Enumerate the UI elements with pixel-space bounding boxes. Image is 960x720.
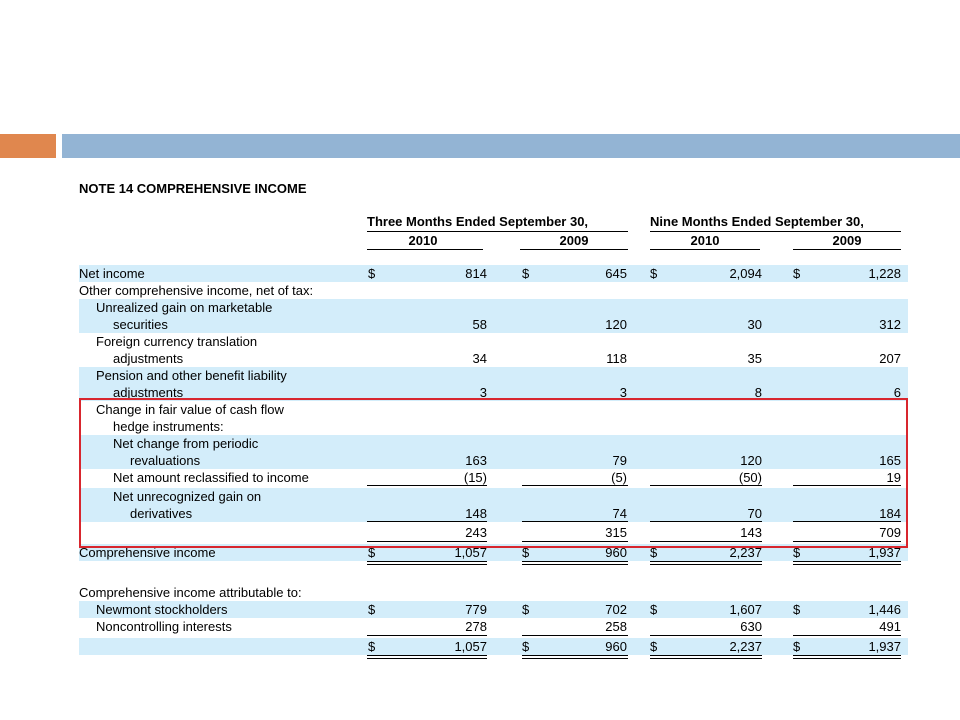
cell-value: 814 bbox=[465, 266, 487, 281]
year-rule bbox=[793, 249, 901, 250]
cell-value: 118 bbox=[606, 351, 627, 366]
cell-value: (50) bbox=[738, 470, 762, 485]
cell-value: 779 bbox=[465, 602, 487, 617]
row-label-continued: hedge instruments: bbox=[113, 419, 224, 434]
year-rule bbox=[650, 249, 760, 250]
header-rule-nine bbox=[650, 231, 901, 232]
total-double-rule bbox=[650, 561, 762, 565]
cell-value: 207 bbox=[879, 351, 901, 366]
cell-value: 2,237 bbox=[729, 639, 762, 654]
year-header-2010-q: 2010 bbox=[408, 233, 438, 248]
cell-value: 1,937 bbox=[868, 639, 901, 654]
header-bar bbox=[62, 134, 960, 158]
cell-value: 3 bbox=[619, 385, 627, 400]
cell-value: 258 bbox=[605, 619, 627, 634]
total-double-rule bbox=[793, 655, 901, 659]
cell-value: 70 bbox=[747, 506, 762, 521]
cell-value: 143 bbox=[740, 525, 762, 540]
cell-value: 1,446 bbox=[868, 602, 901, 617]
header-rule-three bbox=[367, 231, 628, 232]
table-row-net-income bbox=[79, 265, 908, 282]
row-label-continued: derivatives bbox=[130, 506, 193, 521]
table-row-attributable-header bbox=[79, 584, 908, 601]
header-three-months: Three Months Ended September 30, bbox=[367, 214, 589, 229]
dollar-sign: $ bbox=[650, 266, 658, 281]
subtotal-rule bbox=[522, 485, 628, 486]
total-double-rule bbox=[793, 561, 901, 565]
cell-value: (15) bbox=[463, 470, 487, 485]
subtotal-rule bbox=[522, 521, 628, 522]
cell-value: 163 bbox=[465, 453, 487, 468]
cell-value: 315 bbox=[605, 525, 627, 540]
row-label: Change in fair value of cash flow bbox=[96, 402, 284, 417]
table-row-unrealized-gain bbox=[79, 299, 908, 333]
dollar-sign: $ bbox=[650, 639, 658, 654]
subtotal-rule bbox=[793, 521, 901, 522]
subtotal-rule bbox=[793, 635, 901, 636]
subtotal-rule bbox=[650, 521, 762, 522]
row-label-continued: adjustments bbox=[113, 351, 184, 366]
cell-value: 1,607 bbox=[729, 602, 762, 617]
cell-value: (5) bbox=[611, 470, 627, 485]
dollar-sign: $ bbox=[522, 266, 530, 281]
cell-value: 2,094 bbox=[729, 266, 762, 281]
cell-value: 960 bbox=[605, 545, 627, 560]
dollar-sign: $ bbox=[650, 602, 658, 617]
dollar-sign: $ bbox=[793, 639, 801, 654]
subtotal-rule bbox=[650, 541, 762, 542]
table-row-comprehensive-income bbox=[79, 544, 908, 561]
cell-value: 6 bbox=[893, 385, 901, 400]
cell-value: 1,057 bbox=[454, 639, 487, 654]
subtotal-rule bbox=[650, 485, 762, 486]
row-label-continued: securities bbox=[113, 317, 168, 332]
cell-value: 645 bbox=[605, 266, 627, 281]
table-row-foreign-currency bbox=[79, 333, 908, 367]
cell-value: 278 bbox=[465, 619, 487, 634]
total-double-rule bbox=[367, 561, 487, 565]
subtotal-rule bbox=[793, 541, 901, 542]
cell-value: 34 bbox=[472, 351, 487, 366]
dollar-sign: $ bbox=[522, 545, 530, 560]
cell-value: 630 bbox=[740, 619, 762, 634]
subtotal-rule bbox=[522, 541, 628, 542]
dollar-sign: $ bbox=[368, 266, 376, 281]
dollar-sign: $ bbox=[522, 602, 530, 617]
dollar-sign: $ bbox=[793, 545, 801, 560]
table-row-pension bbox=[79, 367, 908, 401]
row-label: Other comprehensive income, net of tax: bbox=[79, 283, 314, 298]
cell-value: 702 bbox=[605, 602, 627, 617]
total-double-rule bbox=[367, 655, 487, 659]
year-header-2009-n: 2009 bbox=[832, 233, 862, 248]
cell-value: 491 bbox=[879, 619, 901, 634]
row-label: Pension and other benefit liability bbox=[96, 368, 287, 383]
year-rule bbox=[520, 249, 628, 250]
cell-value: 165 bbox=[879, 453, 901, 468]
year-header-2010-n: 2010 bbox=[690, 233, 720, 248]
dollar-sign: $ bbox=[368, 602, 376, 617]
cell-value: 312 bbox=[879, 317, 901, 332]
subtotal-rule bbox=[367, 635, 487, 636]
cell-value: 79 bbox=[612, 453, 627, 468]
table-row-hedge-header bbox=[79, 401, 908, 435]
total-double-rule bbox=[522, 655, 628, 659]
cell-value: 1,228 bbox=[868, 266, 901, 281]
year-header-2009-q: 2009 bbox=[559, 233, 589, 248]
total-double-rule bbox=[522, 561, 628, 565]
row-label: Comprehensive income bbox=[79, 545, 216, 560]
cell-value: 3 bbox=[479, 385, 487, 400]
dollar-sign: $ bbox=[522, 639, 530, 654]
table-row-newmont-stockholders bbox=[79, 601, 908, 618]
table-row-revaluations bbox=[79, 435, 908, 469]
dollar-sign: $ bbox=[650, 545, 658, 560]
row-label: Net amount reclassified to income bbox=[113, 470, 309, 485]
cell-value: 19 bbox=[886, 470, 901, 485]
cell-value: 1,057 bbox=[454, 545, 487, 560]
table-row-attributable-total bbox=[79, 638, 908, 655]
subtotal-rule bbox=[367, 485, 487, 486]
year-rule bbox=[367, 249, 483, 250]
cell-value: 243 bbox=[465, 525, 487, 540]
cell-value: 184 bbox=[879, 506, 901, 521]
cell-value: 35 bbox=[747, 351, 762, 366]
table-row-reclassified bbox=[79, 469, 908, 486]
row-label-continued: revaluations bbox=[130, 453, 201, 468]
subtotal-rule bbox=[650, 635, 762, 636]
table-row-noncontrolling bbox=[79, 618, 908, 635]
dollar-sign: $ bbox=[368, 545, 376, 560]
cell-value: 148 bbox=[465, 506, 487, 521]
cell-value: 960 bbox=[605, 639, 627, 654]
dollar-sign: $ bbox=[793, 602, 801, 617]
cell-value: 30 bbox=[747, 317, 762, 332]
row-label: Net income bbox=[79, 266, 145, 281]
subtotal-rule bbox=[367, 521, 487, 522]
row-label: Noncontrolling interests bbox=[96, 619, 232, 634]
row-label: Foreign currency translation bbox=[96, 334, 258, 349]
table-row-derivatives bbox=[79, 488, 908, 522]
cell-value: 709 bbox=[879, 525, 901, 540]
row-label: Unrealized gain on marketable bbox=[96, 300, 273, 315]
cell-value: 120 bbox=[605, 317, 627, 332]
cell-value: 120 bbox=[740, 453, 762, 468]
row-label: Comprehensive income attributable to: bbox=[79, 585, 302, 600]
dollar-sign: $ bbox=[793, 266, 801, 281]
row-label: Net change from periodic bbox=[113, 436, 259, 451]
table-row-other-comprehensive bbox=[79, 282, 908, 299]
row-label: Net unrecognized gain on bbox=[113, 489, 262, 504]
cell-value: 1,937 bbox=[868, 545, 901, 560]
cell-value: 8 bbox=[754, 385, 762, 400]
cell-value: 2,237 bbox=[729, 545, 762, 560]
subtotal-rule bbox=[367, 541, 487, 542]
row-label: Newmont stockholders bbox=[96, 602, 228, 617]
subtotal-rule bbox=[522, 635, 628, 636]
row-label-continued: adjustments bbox=[113, 385, 184, 400]
total-double-rule bbox=[650, 655, 762, 659]
subtotal-rule bbox=[793, 485, 901, 486]
header-accent-bar bbox=[0, 134, 56, 158]
cell-value: 58 bbox=[472, 317, 487, 332]
note-title: NOTE 14 COMPREHENSIVE INCOME bbox=[79, 181, 307, 196]
cell-value: 74 bbox=[612, 506, 627, 521]
dollar-sign: $ bbox=[368, 639, 376, 654]
header-nine-months: Nine Months Ended September 30, bbox=[650, 214, 864, 229]
table-row-hedge-subtotal bbox=[79, 524, 908, 541]
